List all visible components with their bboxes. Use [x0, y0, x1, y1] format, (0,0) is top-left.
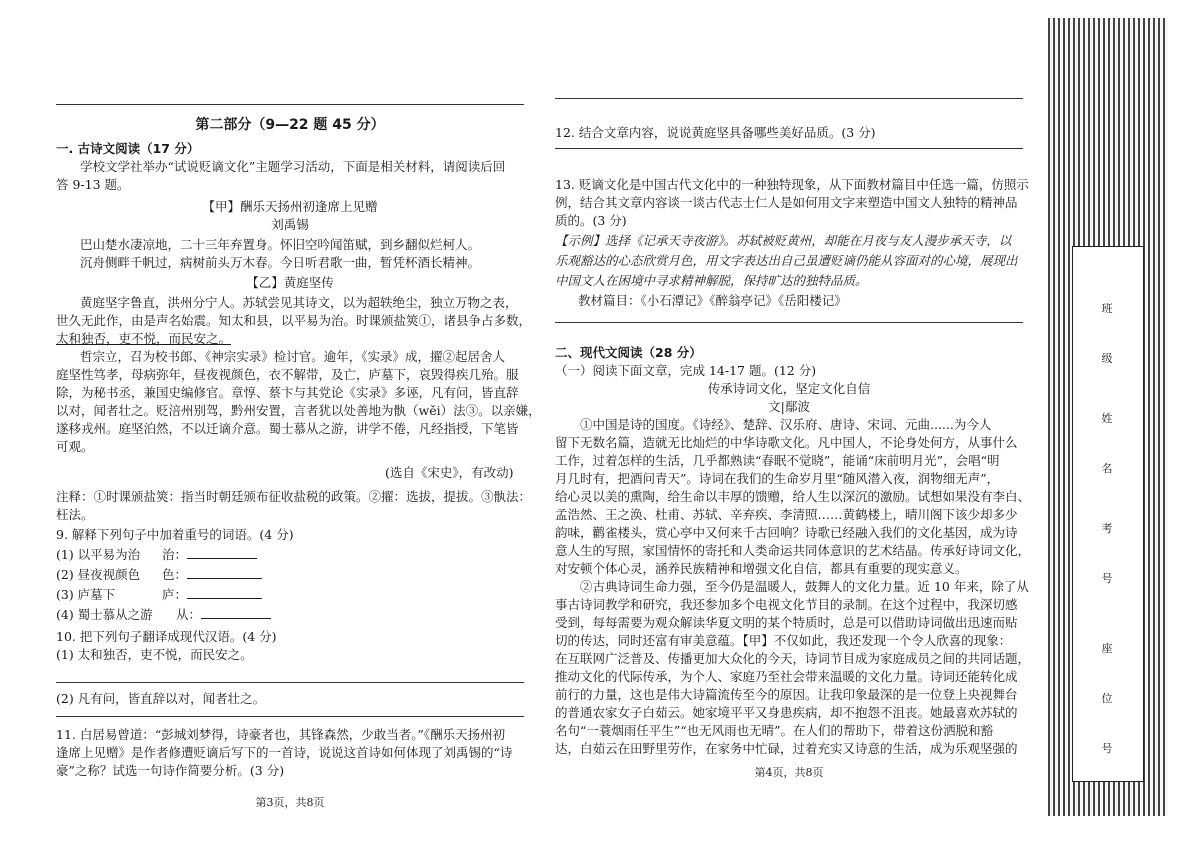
section-heading-classical: 一. 古诗文阅读（17 分）: [56, 141, 200, 156]
poem-line: 沉舟侧畔千帆过，病树前头万木春。今日听君歌一曲，暂凭杯酒长精神。: [80, 255, 481, 270]
article-line: 达，白茹云在田野里劳作，在家务中忙碌，过着充实又诗意的生活，成为乐观坚强的: [555, 741, 1018, 756]
article-line: 意人生的写照，家国情怀的寄托和人类命运共同体意识的艺术结晶。传承好诗词文化，: [555, 543, 1031, 558]
page-footer-left: 第3页，共8页: [255, 796, 325, 809]
question-12: 12. 结合文章内容，说说黄庭坚具备哪些美好品质。(3 分): [555, 125, 876, 140]
q9-answer[interactable]: 色：: [162, 566, 262, 584]
strip-label: 级: [1101, 352, 1113, 365]
intro-line: 答 9-13 题。: [56, 177, 130, 192]
article-title: 传承诗词文化，坚定文化自信: [707, 381, 871, 396]
q10-sentence: (1) 太和独否，吏不悦，而民安之。: [56, 647, 253, 662]
strip-label: 考: [1101, 522, 1113, 535]
sub-section-heading: （一）阅读下面文章，完成 14-17 题。(12 分): [555, 363, 817, 378]
article-line: 的普通农家女子白茹云。她家境平平又身患疾病，却不抱怨不沮丧。她最喜欢苏轼的: [555, 705, 1018, 720]
prose-title: 【乙】黄庭坚传: [246, 275, 334, 290]
example-line: 乐观豁达的心态欣赏月色，用文字表达出自己虽遭贬谪仍能从容面对的心境，展现出: [555, 253, 1018, 268]
article-line: 事古诗词教学和研究，我还参加多个电视文化节目的录制。在这个过程中，我深切感: [555, 597, 1018, 612]
question-11: 逢席上见赠》是作者修遭贬谪后写下的一首诗，说说这首诗如何体现了刘禹锡的“诗: [56, 745, 513, 760]
strip-label: 名: [1101, 462, 1113, 475]
question-13: 质的。(3 分): [555, 213, 627, 228]
question-9: 9. 解释下列句子中加着重号的词语。(4 分): [56, 527, 294, 542]
article-line: 名句“一蓑烟雨任平生”“也无风雨也无晴”。在人们的帮助下，带着这份洒脱和豁: [555, 723, 994, 738]
q9-item: (2) 昼夜视颜色: [56, 567, 141, 582]
example-line: 中国文人在困境中寻求精神解脱，保持旷达的独特品质。: [555, 273, 868, 288]
source-note: (选自《宋史》，有改动): [385, 465, 514, 480]
article-line: 推动文化的代际传承，为个人、家庭乃至社会带来温暖的文化力量。诗词还能转化成: [555, 669, 1018, 684]
footnote-line: 注释：①时课颁盐筴：指当时朝廷颁布征收盐税的政策。②擢：选拔，提拔。③骫法：: [56, 489, 532, 504]
prose-line: 黄庭坚字鲁直，洪州分宁人。苏轼尝见其诗文，以为超轶绝尘，独立万物之表，: [80, 295, 518, 310]
article-line: 切的传达，同时还富有审美意蕴。【甲】不仅如此，我还发现一个令人欣喜的现象：: [555, 633, 1012, 648]
prose-line: 除，为秘书丞，兼国史编修官。章惇、蔡卞与其党论《实录》多诬，凡有问，皆直辞: [56, 385, 519, 400]
strip-label: 座: [1101, 642, 1113, 655]
q9-answer[interactable]: 从：: [176, 606, 271, 624]
article-line: 给心灵以美的熏陶，给生命以丰厚的馈赠，给人生以深沉的激励。试想如果没有李白、: [555, 489, 1031, 504]
q9-item: (4) 蜀士慕从之游: [56, 607, 153, 622]
question-11: 11. 白居易曾道：“彭城刘梦得，诗豪者也，其锋森然，少敢当者。”《酬乐天扬州初: [56, 727, 506, 742]
article-line: ①中国是诗的国度。《诗经》、楚辞、汉乐府、唐诗、宋词、元曲......为今人: [580, 417, 992, 432]
prose-line: 世久无此作，由是声名始震。知太和县，以平易为治。时课颁盐筴①，诸县争占多数，: [56, 313, 532, 328]
prose-line: 庭坚性笃孝，母病弥年，昼夜视颜色，衣不解带，及亡，庐墓下，哀毁得疾几殆。服: [56, 367, 519, 382]
article-line: 留下无数名篇，造就无比灿烂的中华诗歌文化。凡中国人，不论身处何方，从事什么: [555, 435, 1018, 450]
q9-item: (1) 以平易为治: [56, 547, 141, 562]
prose-line: 可观。: [56, 439, 94, 454]
prose-line: 太和独否，吏不悦，而民安之。: [56, 331, 232, 346]
prose-line: 以对，闻者壮之。贬涪州别驾，黔州安置，言者犹以处善地为骫（wěi）法③。以亲嫌，: [56, 403, 541, 418]
article-line: 对安顿个体心灵，涵养民族精神和增强文化自信，都具有重要的现实意义。: [555, 561, 968, 576]
article-line: 韵味，鹳雀楼头，赏心亭中又何来千古回响？诗歌已经融入我们的文化基因，成为诗: [555, 525, 1018, 540]
answer-line[interactable]: [555, 322, 1023, 323]
q9-answer[interactable]: 治：: [162, 546, 257, 564]
strip-label: 位: [1101, 692, 1113, 705]
strip-label: 姓: [1101, 412, 1113, 425]
article-line: 月几时有，把酒问青天”。诗词在我们的生命岁月里“随风潜入夜，润物细无声”，: [555, 471, 1000, 486]
article-line: ②古典诗词生命力强，至今仍是温暖人，鼓舞人的文化力量。近 10 年来，除了从: [580, 579, 1029, 594]
question-10: 10. 把下列句子翻译成现代汉语。(4 分): [56, 629, 277, 644]
q9-answer[interactable]: 庐：: [162, 586, 262, 604]
section-heading-modern: 二、现代文阅读（28 分）: [555, 345, 702, 360]
answer-line[interactable]: [56, 682, 524, 683]
q9-item: (3) 庐墓下: [56, 587, 116, 602]
strip-label: 号: [1101, 742, 1113, 755]
article-line: 受到，每每需要为观众解读华夏文明的某个特质时，总是可以借助诗词做出迅速而贴: [555, 615, 1018, 630]
poem-line: 巴山楚水凄凉地，二十三年弃置身。怀旧空吟闻笛赋，到乡翻似烂柯人。: [80, 237, 481, 252]
part-title: 第二部分（9—22 题 45 分）: [195, 117, 385, 133]
example-line: 【示例】选择《记承天寺夜游》。苏轼被贬黄州，却能在月夜与友人漫步承天寺，以: [555, 233, 1012, 248]
strip-label: 号: [1101, 572, 1113, 585]
article-author: 文|鄢波: [768, 399, 810, 414]
article-line: 前行的力量，这也是伟大诗篇流传至今的原因。让我印象最深的是一位登上央视舞台: [555, 687, 1018, 702]
q10-sentence: (2) 凡有问，皆直辞以对，闻者壮之。: [56, 691, 266, 706]
prose-line: 哲宗立，召为校书郎、《神宗实录》检讨官。逾年，《实录》成，擢②起居舍人: [80, 349, 506, 364]
textbook-list: 教材篇目：《小石潭记》《醉翁亭记》《岳阳楼记》: [578, 293, 847, 308]
top-rule-left: [56, 104, 524, 105]
answer-line[interactable]: [555, 98, 1023, 99]
article-line: 工作，过着怎样的生活，几乎都熟读“春眠不觉晓”，能诵“床前明月光”，会唱“明: [555, 453, 1000, 468]
intro-line: 学校文学社举办“试说贬谪文化”主题学习活动，下面是相关材料，请阅读后回: [80, 159, 506, 174]
prose-line: 遂移戎州。庭坚泊然，不以迁谪介意。蜀士慕从之游，讲学不倦，凡经指授，下笔皆: [56, 421, 519, 436]
question-13: 例，结合其文章内容谈一谈古代志士仁人是如何用文字来塑造中国文人独特的精神品: [555, 195, 1018, 210]
article-line: 孟浩然、王之涣、杜甫、苏轼、辛弃疾、李清照……黄鹤楼上，晴川阁下该少却多少: [555, 507, 1018, 522]
page-footer-right: 第4页，共8页: [754, 766, 824, 779]
question-13: 13. 贬谪文化是中国古代文化中的一种独特现象，从下面教材篇目中任选一篇，仿照示: [555, 177, 1029, 192]
article-line: 在互联网广泛普及、传播更加大众化的今天，诗词节目成为家庭成员之间的共同话题，: [555, 651, 1031, 666]
strip-label: 班: [1101, 302, 1113, 315]
question-11: 豪”之称？试选一句诗作简要分析。(3 分): [56, 763, 285, 778]
poem-title: 【甲】酬乐天扬州初逢席上见赠: [202, 199, 378, 214]
poem-author: 刘禹锡: [271, 217, 309, 232]
answer-line[interactable]: [555, 148, 1023, 149]
answer-line[interactable]: [56, 716, 524, 717]
footnote-line: 枉法。: [56, 507, 94, 522]
